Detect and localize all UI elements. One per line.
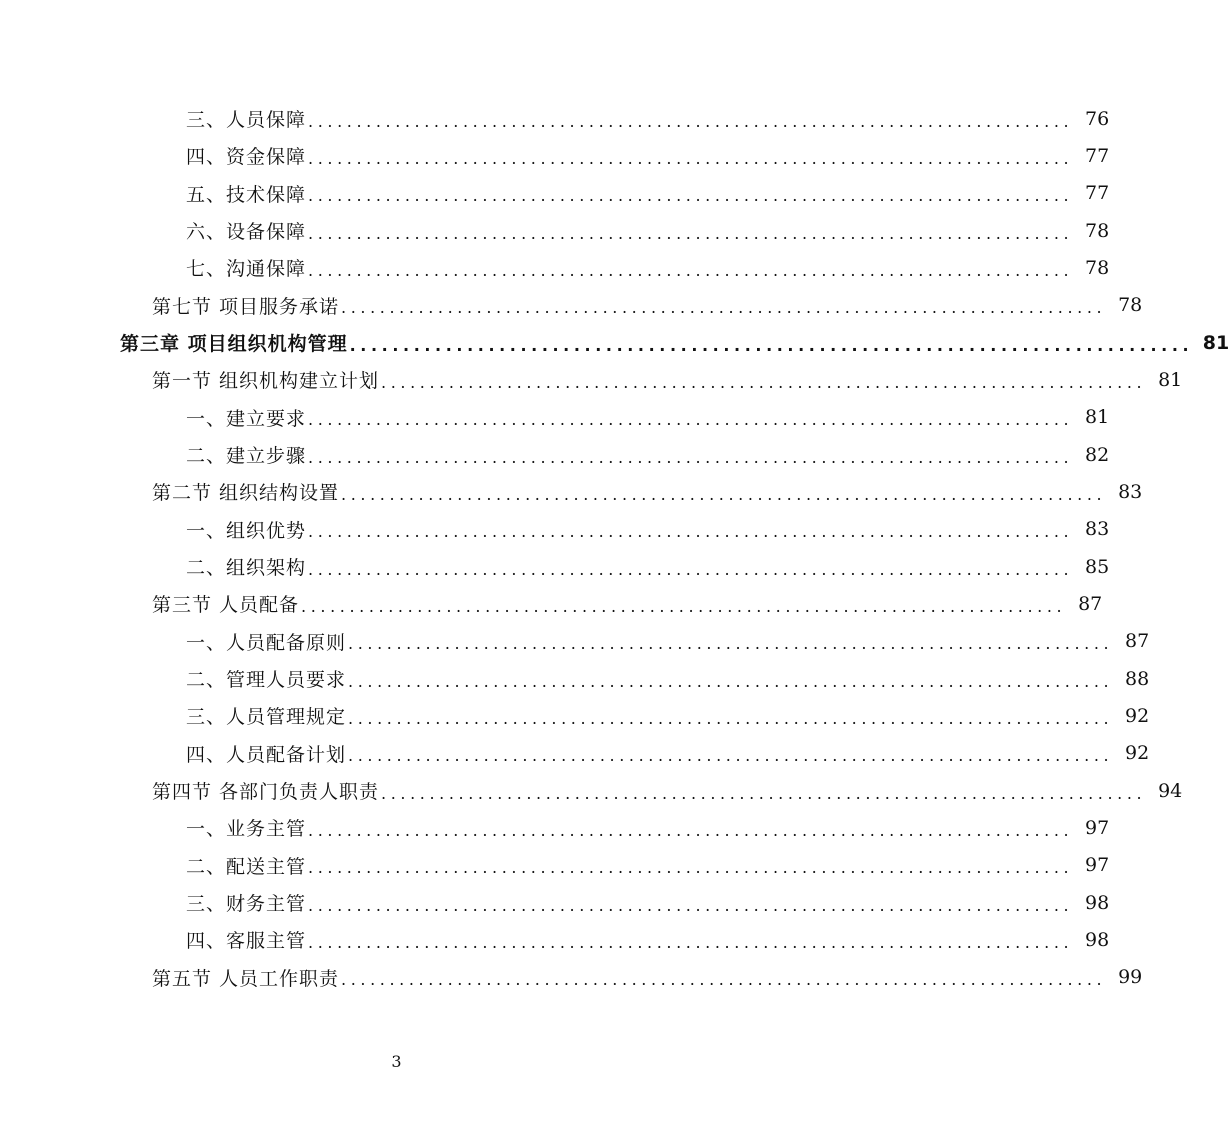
toc-entry-page: 98	[1085, 891, 1110, 914]
toc-leader-dots: ...............................................................................	[341, 484, 1107, 504]
toc-entry-page: 97	[1085, 816, 1110, 839]
toc-entry[interactable]	[0, 847, 1110, 884]
toc-leader-dots: ...............................................................................	[349, 335, 1194, 355]
toc-entry[interactable]	[0, 585, 1103, 622]
toc-entry[interactable]	[0, 249, 1110, 286]
toc-leader-dots: ...............................................................................	[308, 820, 1074, 840]
toc-entry-label: 二、配送主管	[186, 855, 307, 878]
toc-entry[interactable]	[0, 660, 1150, 697]
toc-leader-dots: ...............................................................................	[348, 671, 1114, 691]
toc-entry-label: 第四节 各部门负责人职责	[152, 781, 380, 804]
toc-entry-page: 76	[1085, 107, 1110, 130]
toc-entry-page: 87	[1078, 592, 1103, 615]
toc-entry[interactable]	[0, 623, 1150, 660]
toc-entry-page: 81	[1158, 368, 1183, 391]
toc-entry-page: 87	[1125, 630, 1150, 653]
toc-entry-page: 98	[1085, 928, 1110, 951]
toc-entry[interactable]	[0, 361, 1183, 398]
toc-entry-page: 83	[1118, 480, 1143, 503]
toc-leader-dots: ...............................................................................	[308, 932, 1074, 952]
toc-entry[interactable]	[0, 697, 1150, 734]
toc-entry[interactable]	[0, 511, 1110, 548]
toc-entry-label: 第一节 组织机构建立计划	[152, 370, 380, 393]
toc-entry-label: 二、管理人员要求	[186, 669, 347, 692]
toc-entry-label: 第三章 项目组织机构管理	[120, 333, 348, 356]
toc-leader-dots: ...............................................................................	[348, 708, 1114, 728]
toc-entry[interactable]	[0, 959, 1143, 996]
toc-leader-dots: ...............................................................................	[341, 298, 1107, 318]
toc-entry[interactable]	[0, 548, 1110, 585]
toc-entry-label: 五、技术保障	[186, 183, 307, 206]
toc-entry-label: 一、组织优势	[186, 519, 307, 542]
toc-entry-page: 94	[1158, 779, 1183, 802]
toc-entry[interactable]	[0, 809, 1110, 846]
toc-entry-page: 81	[1202, 331, 1229, 354]
toc-entry-page: 78	[1085, 219, 1110, 242]
page-number: 3	[391, 1052, 402, 1071]
toc-leader-dots: ...............................................................................	[381, 372, 1147, 392]
toc-entry-label: 一、人员配备原则	[186, 631, 347, 654]
toc-entry-label: 三、人员管理规定	[186, 706, 347, 729]
toc-entry-label: 一、业务主管	[186, 818, 307, 841]
toc-entry-page: 85	[1085, 555, 1110, 578]
toc-entry[interactable]	[0, 175, 1110, 212]
toc-entry[interactable]	[0, 436, 1110, 473]
toc-entry[interactable]	[0, 399, 1110, 436]
toc-leader-dots: ...............................................................................	[308, 410, 1074, 430]
toc-entry[interactable]	[0, 324, 1229, 361]
toc-entry-label: 四、资金保障	[186, 146, 307, 169]
toc-entry[interactable]	[0, 884, 1110, 921]
toc-entry[interactable]	[0, 473, 1143, 510]
toc-entry-page: 77	[1085, 144, 1110, 167]
toc-entry-label: 四、人员配备计划	[186, 743, 347, 766]
toc-entry[interactable]	[0, 212, 1110, 249]
toc-entry[interactable]	[0, 772, 1183, 809]
toc-entry-page: 77	[1085, 182, 1110, 205]
toc-entry-page: 97	[1085, 854, 1110, 877]
toc-entry-label: 四、客服主管	[186, 930, 307, 953]
toc-entry-page: 92	[1125, 742, 1150, 765]
toc-leader-dots: ...............................................................................	[308, 223, 1074, 243]
toc-leader-dots: ...............................................................................	[308, 186, 1074, 206]
toc-leader-dots: ...............................................................................	[308, 522, 1074, 542]
toc-entry-label: 六、设备保障	[186, 221, 307, 244]
toc-entry-page: 88	[1125, 667, 1150, 690]
toc-entry[interactable]	[0, 735, 1150, 772]
toc-entry[interactable]	[0, 137, 1110, 174]
toc-entry[interactable]	[0, 921, 1110, 958]
toc-entry-page: 83	[1085, 518, 1110, 541]
toc-entry-label: 第三节 人员配备	[152, 594, 300, 617]
toc-entry-label: 二、组织架构	[186, 557, 307, 580]
toc-entry-label: 第七节 项目服务承诺	[152, 295, 340, 318]
toc-entry-page: 78	[1118, 294, 1143, 317]
toc-entry[interactable]	[0, 287, 1143, 324]
toc-leader-dots: ...............................................................................	[308, 260, 1074, 280]
toc-entry-page: 92	[1125, 704, 1150, 727]
toc-leader-dots: ...............................................................................	[308, 447, 1074, 467]
toc-entry-label: 二、建立步骤	[186, 445, 307, 468]
toc-leader-dots: ...............................................................................	[381, 783, 1147, 803]
toc-leader-dots: ...............................................................................	[348, 634, 1114, 654]
toc-leader-dots: ...............................................................................	[308, 111, 1074, 131]
toc-leader-dots: ...............................................................................	[308, 895, 1074, 915]
toc-entry-label: 第五节 人员工作职责	[152, 967, 340, 990]
toc-leader-dots: ...............................................................................	[308, 858, 1074, 878]
toc-entry[interactable]	[0, 100, 1110, 137]
toc-leader-dots: ...............................................................................	[308, 148, 1074, 168]
toc-leader-dots: ...............................................................................	[301, 596, 1067, 616]
toc-entry-label: 第二节 组织结构设置	[152, 482, 340, 505]
toc-leader-dots: ...............................................................................	[348, 746, 1114, 766]
toc-entry-label: 三、人员保障	[186, 109, 307, 132]
toc-entry-page: 81	[1085, 406, 1110, 429]
table-of-contents	[0, 100, 1229, 996]
toc-entry-label: 一、建立要求	[186, 407, 307, 430]
toc-entry-page: 78	[1085, 256, 1110, 279]
toc-entry-label: 七、沟通保障	[186, 258, 307, 281]
toc-entry-label: 三、财务主管	[186, 893, 307, 916]
toc-entry-page: 82	[1085, 443, 1110, 466]
toc-leader-dots: ...............................................................................	[308, 559, 1074, 579]
toc-leader-dots: ...............................................................................	[341, 970, 1107, 990]
toc-entry-page: 99	[1118, 966, 1143, 989]
